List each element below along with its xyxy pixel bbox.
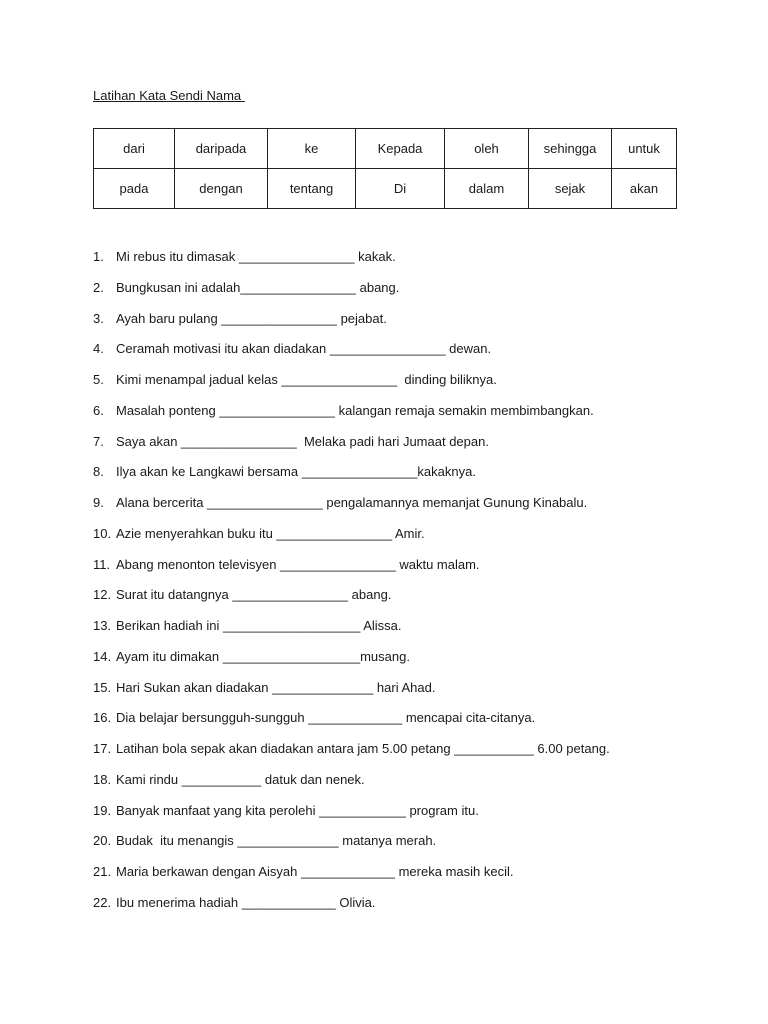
question-text: Ayah baru pulang ________________ pejabat.: [116, 310, 387, 326]
table-cell: sehingga: [529, 129, 612, 169]
question-item: [93, 557, 610, 588]
question-text: Mi rebus itu dimasak ________________ kakak.: [116, 249, 396, 264]
table-cell: pada: [94, 169, 175, 209]
question-number: 7.: [93, 433, 104, 449]
table-cell: Di: [356, 169, 445, 209]
question-number: 5.: [93, 372, 104, 387]
question-number: 11.: [93, 556, 111, 572]
question-item: [93, 833, 610, 864]
question-item: [93, 895, 610, 926]
question-text: Latihan bola sepak akan diadakan antara jam 5.00 petang ___________ 6.00 petang.: [116, 741, 610, 756]
question-text: Hari Sukan akan diadakan ______________ hari Ahad.: [116, 679, 436, 695]
question-text: Abang menonton televisyen ________________ waktu malam.: [116, 556, 480, 572]
question-item: [93, 372, 610, 403]
question-text: Masalah ponteng ________________ kalangan remaja semakin membimbangkan.: [116, 402, 594, 418]
question-item: [93, 741, 610, 772]
question-number: 1.: [93, 249, 104, 264]
question-text: Ilya akan ke Langkawi bersama ________________kakaknya.: [116, 464, 476, 480]
question-text: Bungkusan ini adalah________________ abang.: [116, 279, 400, 295]
question-item: [93, 495, 610, 526]
question-text: Ceramah motivasi itu akan diadakan ________________ dewan.: [116, 341, 492, 357]
table-cell: Kepada: [356, 129, 445, 169]
table-cell: sejak: [529, 169, 612, 209]
question-item: [93, 403, 610, 434]
question-item: [93, 772, 610, 803]
table-row: [94, 169, 677, 209]
question-text: Azie menyerahkan buku itu ________________ Amir.: [116, 525, 425, 541]
question-item: [93, 464, 610, 495]
question-item: [93, 649, 610, 680]
question-item: [93, 803, 610, 834]
question-text: Saya akan ________________ Melaka padi hari Jumaat depan.: [116, 433, 489, 449]
question-number: 3.: [93, 310, 104, 326]
question-number: 17.: [93, 741, 112, 756]
table-cell: daripada: [175, 129, 268, 169]
question-text: Kimi menampal jadual kelas ________________ dinding biliknya.: [116, 372, 497, 387]
question-item: [93, 710, 610, 741]
question-text: Banyak manfaat yang kita perolehi ____________ program itu.: [116, 802, 479, 818]
question-number: 22.: [93, 894, 112, 910]
table-cell: untuk: [612, 129, 677, 169]
question-text: Maria berkawan dengan Aisyah _____________ mereka masih kecil.: [116, 864, 514, 879]
question-number: 18.: [93, 771, 112, 787]
question-number: 16.: [93, 710, 112, 726]
question-number: 21.: [93, 864, 112, 879]
question-number: 15.: [93, 679, 112, 695]
question-item: [93, 864, 610, 895]
question-number: 13.: [93, 618, 112, 633]
question-item: [93, 618, 610, 649]
question-number: 12.: [93, 587, 112, 603]
question-item: [93, 434, 610, 465]
question-text: Surat itu datangnya ________________ abang.: [116, 587, 392, 603]
question-item: [93, 280, 610, 311]
table-row: [94, 129, 677, 169]
question-number: 4.: [93, 341, 104, 357]
question-text: Dia belajar bersungguh-sungguh _____________ mencapai cita-citanya.: [116, 710, 536, 726]
question-text: Ayam itu dimakan ___________________musang.: [116, 648, 410, 664]
question-item: [93, 341, 610, 372]
question-item: [93, 587, 610, 618]
question-text: Kami rindu ___________ datuk dan nenek.: [116, 771, 365, 787]
question-item: [93, 526, 610, 557]
question-number: 14.: [93, 648, 112, 664]
question-number: 6.: [93, 402, 104, 418]
question-number: 9.: [93, 495, 104, 510]
question-number: 2.: [93, 279, 104, 295]
table-cell: dari: [94, 129, 175, 169]
question-item: [93, 311, 610, 342]
question-number: 8.: [93, 464, 104, 480]
question-text: Budak itu menangis ______________ matanya merah.: [116, 833, 437, 849]
table-cell: dalam: [445, 169, 529, 209]
question-list: [93, 249, 610, 926]
worksheet-title: Latihan Kata Sendi Nama: [93, 88, 245, 103]
question-text: Berikan hadiah ini ___________________ Alissa.: [116, 618, 402, 633]
question-text: Alana bercerita ________________ pengalamannya memanjat Gunung Kinabalu.: [116, 495, 588, 510]
table-cell: akan: [612, 169, 677, 209]
question-number: 19.: [93, 802, 112, 818]
question-item: [93, 680, 610, 711]
question-text: Ibu menerima hadiah _____________ Olivia.: [116, 894, 376, 910]
table-cell: tentang: [268, 169, 356, 209]
preposition-word-table: [93, 128, 677, 209]
question-item: [93, 249, 610, 280]
table-cell: oleh: [445, 129, 529, 169]
question-number: 10.: [93, 525, 112, 541]
table-cell: dengan: [175, 169, 268, 209]
question-number: 20.: [93, 833, 112, 849]
table-cell: ke: [268, 129, 356, 169]
